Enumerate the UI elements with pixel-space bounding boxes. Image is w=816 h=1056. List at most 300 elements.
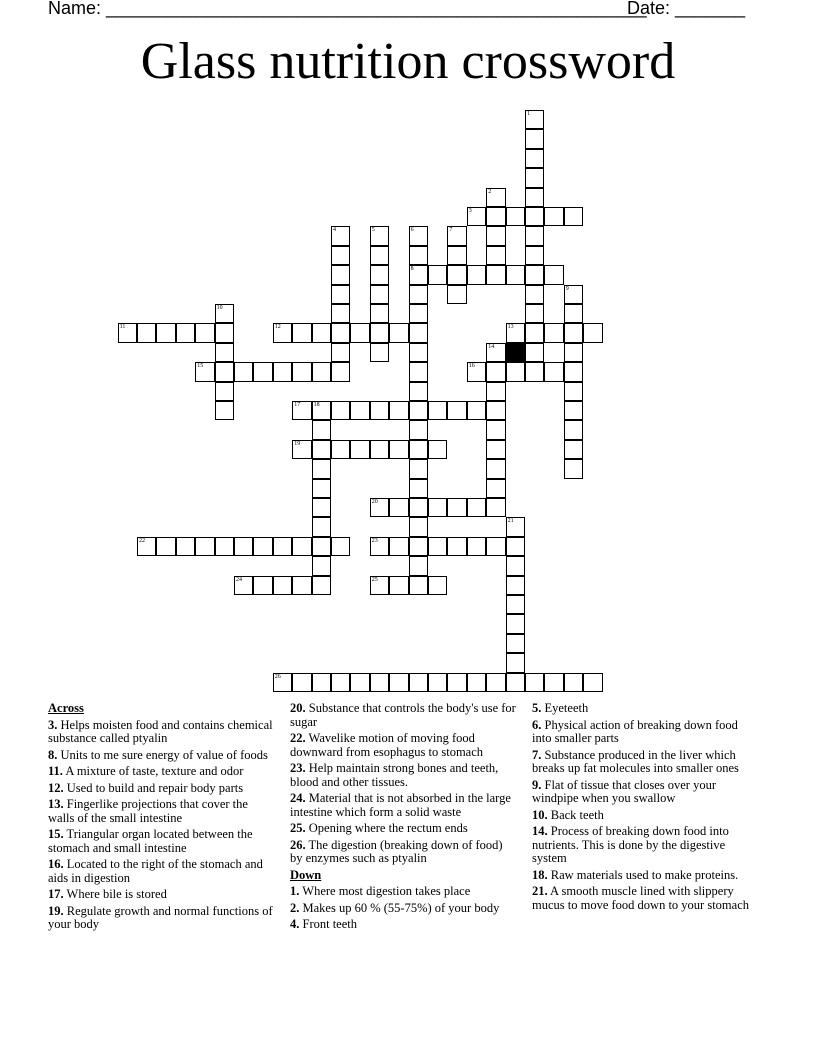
clue-text: A mixture of taste, texture and odor [62, 764, 244, 778]
grid-cell[interactable] [389, 323, 408, 342]
grid-cell[interactable] [428, 401, 447, 420]
clue-text: Regulate growth and normal functions of your body [48, 903, 273, 931]
grid-cell[interactable] [389, 537, 408, 556]
grid-cell[interactable] [409, 285, 428, 304]
grid-cell[interactable] [447, 401, 466, 420]
grid-cell[interactable] [312, 556, 331, 575]
grid-cell[interactable] [525, 673, 544, 692]
grid-cell[interactable] [525, 343, 544, 362]
grid-cell[interactable] [506, 323, 525, 342]
grid-cell[interactable] [137, 323, 156, 342]
grid-cell[interactable] [467, 673, 486, 692]
clue-text: Used to build and repair body parts [63, 780, 244, 795]
clue-number-label: 26. [290, 837, 306, 852]
grid-cell[interactable] [253, 537, 272, 556]
grid-cell[interactable] [137, 537, 156, 556]
grid-cell[interactable] [409, 556, 428, 575]
grid-cell[interactable] [195, 362, 214, 381]
clue-item [532, 869, 758, 883]
grid-cell[interactable] [544, 362, 563, 381]
grid-cell[interactable] [544, 323, 563, 342]
clue-text: Makes up 60 % (55-75%) of your body [299, 900, 500, 915]
clue-number-label: 12. [48, 780, 64, 795]
grid-cell[interactable] [486, 440, 505, 459]
grid-cell[interactable] [292, 401, 311, 420]
grid-cell[interactable] [312, 401, 331, 420]
grid-cell[interactable] [234, 537, 253, 556]
clue-text: Flat of tissue that closes over your windpipe when you swallow [532, 777, 716, 805]
grid-cell[interactable] [409, 498, 428, 517]
grid-cell[interactable] [331, 226, 350, 245]
grid-cell[interactable] [525, 168, 544, 187]
grid-cell[interactable] [486, 673, 505, 692]
grid-cell[interactable] [370, 537, 389, 556]
grid-cell[interactable] [506, 673, 525, 692]
grid-cell[interactable] [447, 498, 466, 517]
clue-number: 9 [565, 285, 569, 292]
grid-cell[interactable] [564, 401, 583, 420]
grid-cell[interactable] [273, 673, 292, 692]
clue-number-label: 13. [48, 797, 64, 811]
clue-number: 6 [410, 227, 414, 234]
grid-cell[interactable] [312, 576, 331, 595]
grid-cell[interactable] [350, 440, 369, 459]
grid-cell[interactable] [350, 673, 369, 692]
grid-cell[interactable] [273, 323, 292, 342]
clue-item [48, 749, 274, 763]
grid-cell[interactable] [331, 246, 350, 265]
grid-cell[interactable] [564, 285, 583, 304]
grid-cell[interactable] [253, 576, 272, 595]
grid-cell[interactable] [409, 401, 428, 420]
grid-cell[interactable] [370, 343, 389, 362]
clue-text: The digestion (breaking down of food) by enzymes such as ptyalin [290, 837, 503, 865]
clue-text: Where bile is stored [63, 887, 167, 901]
clue-text: Wavelike motion of moving food downward from esophagus to stomach [290, 731, 484, 759]
grid-cell[interactable] [447, 285, 466, 304]
grid-cell[interactable] [564, 673, 583, 692]
grid-cell[interactable] [506, 614, 525, 633]
clue-text: Help maintain strong bones and teeth, blood and other tissues. [290, 761, 499, 789]
grid-cell[interactable] [370, 226, 389, 245]
date-field[interactable]: Date: _______ [627, 0, 746, 18]
grid-cell[interactable] [312, 498, 331, 517]
grid-cell[interactable] [195, 537, 214, 556]
grid-cell[interactable] [350, 401, 369, 420]
clue-text: Triangular organ located between the stomach and small intestine [48, 827, 253, 855]
grid-cell[interactable] [564, 343, 583, 362]
grid-cell[interactable] [409, 576, 428, 595]
grid-cell[interactable] [215, 401, 234, 420]
grid-cell[interactable] [409, 323, 428, 342]
clue-number: 5 [371, 227, 375, 234]
grid-cell[interactable] [156, 537, 175, 556]
grid-cell[interactable] [564, 304, 583, 323]
grid-cell[interactable] [525, 207, 544, 226]
clue-column-1 [48, 702, 274, 935]
clue-number-label: 17. [48, 887, 64, 901]
clue-number: 22 [139, 537, 145, 544]
grid-cell[interactable] [447, 265, 466, 284]
grid-cell[interactable] [486, 226, 505, 245]
grid-cell[interactable] [331, 537, 350, 556]
clue-text: Front teeth [299, 917, 358, 931]
clue-number-label: 25. [290, 821, 306, 835]
grid-cell[interactable] [370, 576, 389, 595]
grid-cell[interactable] [447, 226, 466, 245]
clue-item [290, 885, 516, 899]
grid-cell[interactable] [467, 401, 486, 420]
clue-number: 15 [197, 363, 204, 370]
grid-cell[interactable] [215, 382, 234, 401]
grid-cell[interactable] [215, 343, 234, 362]
grid-cell[interactable] [428, 498, 447, 517]
grid-cell[interactable] [409, 246, 428, 265]
grid-cell[interactable] [331, 362, 350, 381]
clue-item [290, 918, 516, 932]
clue-number: 24 [236, 576, 242, 583]
grid-cell[interactable] [312, 323, 331, 342]
clue-number-label: 19. [48, 903, 64, 918]
clue-number: 14 [488, 343, 495, 350]
clue-text: Opening where the rectum ends [305, 821, 468, 835]
clue-number-label: 23. [290, 761, 306, 775]
clue-number-label: 18. [532, 867, 548, 882]
grid-cell[interactable] [564, 362, 583, 381]
grid-cell[interactable] [370, 673, 389, 692]
grid-cell[interactable] [583, 323, 602, 342]
clue-column-2 [290, 702, 516, 935]
clue-number: 11 [119, 324, 126, 331]
clue-number-label: 6. [532, 717, 542, 732]
grid-cell[interactable] [525, 188, 544, 207]
clue-text: A smooth muscle lined with slippery mucus to move food down to your stomach [532, 884, 749, 912]
grid-cell[interactable] [506, 517, 525, 536]
clue-text: Material that is not absorbed in the large intestine which form a solid waste [290, 791, 511, 819]
clue-text: Process of breaking down food into nutrients. This is done by the digestive system [532, 824, 729, 865]
grid-cell[interactable] [370, 498, 389, 517]
grid-cell[interactable] [506, 556, 525, 575]
clue-number: 19 [294, 440, 301, 447]
across-heading: Across [48, 701, 84, 715]
grid-cell[interactable] [428, 673, 447, 692]
grid-cell[interactable] [486, 207, 505, 226]
grid-cell[interactable] [544, 673, 563, 692]
grid-cell[interactable] [215, 323, 234, 342]
clue-number-label: 21. [532, 884, 548, 898]
clue-number: 7 [449, 227, 453, 234]
clue-item [290, 792, 516, 819]
clue-number-label: 10. [532, 807, 548, 822]
clue-number-label: 16. [48, 857, 64, 871]
grid-cell[interactable] [331, 304, 350, 323]
clue-number-label: 4. [290, 917, 300, 931]
grid-cell[interactable] [409, 343, 428, 362]
clue-item [532, 885, 758, 912]
clue-item [48, 858, 274, 885]
clue-text: Fingerlike projections that cover the walls of the small intestine [48, 797, 248, 825]
grid-cell[interactable] [312, 459, 331, 478]
grid-cell[interactable] [370, 323, 389, 342]
clue-item [532, 779, 758, 806]
black-cell [506, 343, 525, 362]
grid-cell[interactable] [525, 362, 544, 381]
grid-cell[interactable] [234, 362, 253, 381]
grid-cell[interactable] [389, 401, 408, 420]
grid-cell[interactable] [312, 517, 331, 536]
grid-cell[interactable] [467, 537, 486, 556]
clue-number: 26 [274, 673, 281, 680]
clue-item [290, 702, 516, 729]
grid-cell[interactable] [564, 440, 583, 459]
grid-cell[interactable] [331, 323, 350, 342]
clue-number-label: 24. [290, 791, 306, 805]
grid-cell[interactable] [370, 401, 389, 420]
grid-cell[interactable] [273, 576, 292, 595]
clue-number: 20 [371, 499, 378, 505]
grid-cell[interactable] [215, 362, 234, 381]
grid-cell[interactable] [486, 343, 505, 362]
grid-cell[interactable] [312, 673, 331, 692]
clue-text: Physical action of breaking down food into smaller parts [532, 717, 738, 745]
clue-number-label: 3. [48, 717, 58, 732]
clue-number-label: 7. [532, 747, 542, 762]
grid-cell[interactable] [215, 304, 234, 323]
grid-cell[interactable] [215, 537, 234, 556]
grid-cell[interactable] [506, 653, 525, 672]
clue-item [532, 809, 758, 823]
clue-item [290, 762, 516, 789]
clue-text: Substance produced in the liver which breaks up fat molecules into smaller ones [532, 747, 739, 775]
clue-number: 16 [468, 363, 475, 370]
grid-cell[interactable] [544, 265, 563, 284]
grid-cell[interactable] [447, 537, 466, 556]
clue-number: 23 [371, 537, 378, 544]
grid-cell[interactable] [273, 362, 292, 381]
grid-cell[interactable] [486, 420, 505, 439]
grid-cell[interactable] [428, 537, 447, 556]
grid-cell[interactable] [525, 323, 544, 342]
grid-cell[interactable] [331, 401, 350, 420]
grid-cell[interactable] [428, 576, 447, 595]
grid-cell[interactable] [292, 362, 311, 381]
grid-cell[interactable] [253, 362, 272, 381]
clue-number: 1 [527, 111, 530, 117]
clue-text: Eyeteeth [541, 701, 589, 715]
grid-cell[interactable] [292, 673, 311, 692]
clue-number: 2 [488, 188, 492, 195]
clue-item [290, 822, 516, 836]
clue-number-label: 8. [48, 747, 58, 762]
clue-number: 4 [333, 227, 336, 234]
grid-cell[interactable] [370, 304, 389, 323]
clue-number-label: 9. [532, 777, 542, 792]
grid-cell[interactable] [486, 479, 505, 498]
grid-cell[interactable] [409, 537, 428, 556]
grid-cell[interactable] [331, 265, 350, 284]
grid-cell[interactable] [447, 673, 466, 692]
grid-cell[interactable] [409, 304, 428, 323]
grid-cell[interactable] [486, 362, 505, 381]
grid-cell[interactable] [564, 382, 583, 401]
grid-cell[interactable] [467, 265, 486, 284]
grid-cell[interactable] [525, 304, 544, 323]
clue-number-label: 14. [532, 824, 548, 838]
grid-cell[interactable] [506, 265, 525, 284]
grid-cell[interactable] [273, 537, 292, 556]
clue-text: Where most digestion takes place [299, 884, 471, 898]
clue-number-label: 20. [290, 701, 306, 715]
clue-number: 8 [410, 266, 414, 273]
grid-cell[interactable] [370, 285, 389, 304]
grid-cell[interactable] [409, 440, 428, 459]
grid-cell[interactable] [409, 382, 428, 401]
grid-cell[interactable] [525, 129, 544, 148]
grid-cell[interactable] [331, 343, 350, 362]
grid-cell[interactable] [486, 265, 505, 284]
clue-text: Back teeth [547, 807, 604, 822]
clue-number-label: 11. [48, 764, 63, 778]
clue-item [532, 719, 758, 746]
clue-number-label: 22. [290, 731, 306, 745]
grid-cell[interactable] [409, 420, 428, 439]
grid-cell[interactable] [506, 595, 525, 614]
grid-cell[interactable] [486, 459, 505, 478]
grid-cell[interactable] [544, 207, 563, 226]
grid-cell[interactable] [467, 498, 486, 517]
grid-cell[interactable] [486, 246, 505, 265]
grid-cell[interactable] [525, 246, 544, 265]
grid-cell[interactable] [409, 265, 428, 284]
grid-cell[interactable] [506, 207, 525, 226]
grid-cell[interactable] [525, 110, 544, 129]
clue-number: 3 [468, 208, 472, 214]
grid-cell[interactable] [331, 440, 350, 459]
grid-cell[interactable] [118, 323, 137, 342]
grid-cell[interactable] [370, 265, 389, 284]
grid-cell[interactable] [312, 479, 331, 498]
clue-number-label: 5. [532, 701, 542, 715]
grid-cell[interactable] [312, 537, 331, 556]
grid-cell[interactable] [370, 246, 389, 265]
grid-cell[interactable] [409, 517, 428, 536]
grid-cell[interactable] [564, 323, 583, 342]
grid-cell[interactable] [486, 382, 505, 401]
grid-cell[interactable] [409, 226, 428, 245]
clue-item [48, 888, 274, 902]
clue-text: Located to the right of the stomach and aids in digestion [48, 857, 263, 885]
clue-number: 17 [294, 402, 301, 408]
grid-cell[interactable] [428, 440, 447, 459]
clue-number: 10 [216, 305, 223, 311]
clue-text: Helps moisten food and contains chemical substance called ptyalin [48, 717, 273, 745]
grid-cell[interactable] [331, 285, 350, 304]
grid-cell[interactable] [447, 246, 466, 265]
grid-cell[interactable] [583, 673, 602, 692]
grid-cell[interactable] [506, 537, 525, 556]
grid-cell[interactable] [428, 265, 447, 284]
clue-item [48, 828, 274, 855]
grid-cell[interactable] [409, 459, 428, 478]
clue-text: Units to me sure energy of value of foods [57, 747, 268, 762]
clue-text: Substance that controls the body's use for sugar [290, 701, 516, 729]
page-title: Glass nutrition crossword [140, 33, 676, 90]
clue-item [532, 825, 758, 866]
grid-cell[interactable] [564, 420, 583, 439]
grid-cell[interactable] [409, 479, 428, 498]
grid-cell[interactable] [467, 362, 486, 381]
grid-cell[interactable] [486, 401, 505, 420]
grid-cell[interactable] [292, 537, 311, 556]
clue-number: 13 [507, 324, 514, 331]
clue-item [48, 782, 274, 796]
grid-cell[interactable] [312, 362, 331, 381]
grid-cell[interactable] [195, 323, 214, 342]
grid-cell[interactable] [331, 673, 350, 692]
clue-item [290, 732, 516, 759]
grid-cell[interactable] [409, 362, 428, 381]
grid-cell[interactable] [409, 673, 428, 692]
grid-cell[interactable] [292, 576, 311, 595]
clue-number: 25 [371, 576, 378, 583]
grid-cell[interactable] [389, 440, 408, 459]
grid-cell[interactable] [467, 207, 486, 226]
grid-cell[interactable] [525, 265, 544, 284]
grid-cell[interactable] [176, 323, 195, 342]
clue-column-3 [532, 702, 758, 915]
clue-number: 12 [274, 324, 281, 331]
down-heading: Down [290, 867, 322, 882]
grid-cell[interactable] [234, 576, 253, 595]
clue-item [532, 749, 758, 776]
clue-item [48, 905, 274, 932]
grid-cell[interactable] [506, 634, 525, 653]
grid-cell[interactable] [486, 498, 505, 517]
grid-cell[interactable] [156, 323, 175, 342]
clue-number-label: 15. [48, 827, 64, 841]
clue-item [48, 765, 274, 779]
clue-item [290, 902, 516, 916]
grid-cell[interactable] [506, 362, 525, 381]
grid-cell[interactable] [564, 459, 583, 478]
grid-cell[interactable] [312, 440, 331, 459]
grid-cell[interactable] [292, 440, 311, 459]
grid-cell[interactable] [525, 226, 544, 245]
grid-cell[interactable] [389, 576, 408, 595]
grid-cell[interactable] [564, 207, 583, 226]
grid-cell[interactable] [525, 285, 544, 304]
grid-cell[interactable] [176, 537, 195, 556]
grid-cell[interactable] [389, 498, 408, 517]
grid-cell[interactable] [389, 673, 408, 692]
clue-number: 18 [313, 402, 320, 408]
grid-cell[interactable] [312, 420, 331, 439]
clue-number-label: 1. [290, 884, 300, 898]
grid-cell[interactable] [486, 188, 505, 207]
clue-item [532, 702, 758, 716]
grid-cell[interactable] [370, 440, 389, 459]
grid-cell[interactable] [292, 323, 311, 342]
clue-number: 21 [507, 518, 514, 525]
clue-item [48, 719, 274, 746]
grid-cell[interactable] [486, 537, 505, 556]
clue-item [290, 839, 516, 866]
grid-cell[interactable] [506, 576, 525, 595]
grid-cell[interactable] [525, 149, 544, 168]
name-field[interactable]: Name: ______________________________________________________ [48, 0, 647, 18]
grid-cell[interactable] [350, 323, 369, 342]
clue-text: Raw materials used to make proteins. [547, 867, 739, 882]
